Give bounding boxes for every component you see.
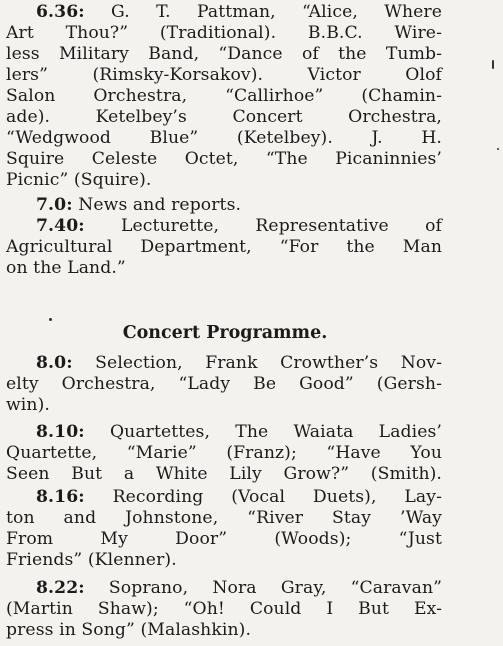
entry-continuation: [6, 23, 442, 44]
entry-text: From My Door” (Woods); “Just: [6, 529, 442, 549]
entry-text: “Wedgwood Blue” (Ketelbey). J. H.: [6, 128, 442, 148]
section-heading: Concert Programme.: [122, 323, 328, 343]
entry-time: 7.0:: [36, 195, 73, 215]
entry-continuation: [6, 508, 442, 529]
entry-time: 7.40:: [36, 216, 85, 236]
ink-speck: [492, 60, 494, 69]
entry-continuation: [6, 170, 442, 191]
entry-continuation: [6, 550, 442, 571]
entry-continuation: [6, 258, 442, 279]
entry-continuation: [6, 149, 442, 170]
entry-time: 8.10:: [36, 422, 85, 442]
entry-text: Seen But a White Lily Grow?” (Smith).: [6, 464, 442, 484]
entry-text: News and reports.: [72, 195, 242, 215]
entry-text: press in Song” (Malashkin).: [6, 620, 252, 640]
entry-text: Agricultural Department, “For the Man: [6, 237, 442, 257]
entry-continuation: [6, 443, 442, 464]
entry-text: Friends” (Klenner).: [6, 550, 177, 570]
entry-time: 8.16:: [36, 487, 85, 507]
entry-text: Selection, Frank Crowther’s Nov-: [72, 353, 442, 373]
entry-text: G. T. Pattman, “Alice, Where: [84, 2, 442, 22]
program-entry-810: [36, 422, 442, 443]
entry-text: Lecturette, Representative of: [84, 216, 442, 236]
entry-continuation: [6, 65, 442, 86]
entry-text: ton and Johnstone, “River Stay ’Way: [6, 508, 442, 528]
entry-text: Quartette, “Marie” (Franz); “Have You: [6, 443, 442, 463]
entry-continuation: [6, 599, 442, 620]
entry-time: 8.22:: [36, 578, 85, 598]
entry-continuation: [6, 107, 442, 128]
ink-speck: [497, 148, 499, 150]
entry-text: Picnic” (Squire).: [6, 170, 152, 190]
entry-continuation: [6, 395, 442, 416]
entry-time: 6.36:: [36, 2, 85, 22]
entry-text: Recording (Vocal Duets), Lay-: [84, 487, 442, 507]
entry-text: lers” (Rimsky-Korsakov). Victor Olof: [6, 65, 442, 85]
entry-time: 8.0:: [36, 353, 73, 373]
entry-text: elty Orchestra, “Lady Be Good” (Gersh-: [6, 374, 442, 394]
entry-continuation: [6, 44, 442, 65]
entry-text: Art Thou?” (Traditional). B.B.C. Wire-: [6, 23, 442, 43]
entry-continuation: [6, 529, 442, 550]
entry-continuation: [6, 128, 442, 149]
entry-text: Quartettes, The Waiata Ladies’: [84, 422, 442, 442]
entry-continuation: [6, 374, 442, 395]
entry-text: on the Land.”: [6, 258, 126, 278]
program-entry-740: [36, 216, 442, 237]
entry-text: Soprano, Nora Gray, “Caravan”: [84, 578, 442, 598]
entry-text: (Martin Shaw); “Oh! Could I But Ex-: [6, 599, 442, 619]
program-entry-80: [36, 353, 442, 374]
ink-speck: [49, 318, 52, 321]
entry-text: less Military Band, “Dance of the Tumb-: [6, 44, 442, 64]
program-entry-70: [36, 195, 442, 216]
entry-text: ade). Ketelbey’s Concert Orchestra,: [6, 107, 442, 127]
entry-text: win).: [6, 395, 50, 415]
entry-continuation: [6, 86, 442, 107]
program-entry-636: [36, 2, 442, 23]
program-entry-816: [36, 487, 442, 508]
entry-continuation: [6, 464, 442, 485]
entry-text: Salon Orchestra, “Callirhoe” (Chamin-: [6, 86, 442, 106]
program-entry-822: [36, 578, 442, 599]
entry-continuation: [6, 620, 442, 641]
entry-text: Squire Celeste Octet, “The Picaninnies’: [6, 149, 442, 169]
entry-continuation: [6, 237, 442, 258]
